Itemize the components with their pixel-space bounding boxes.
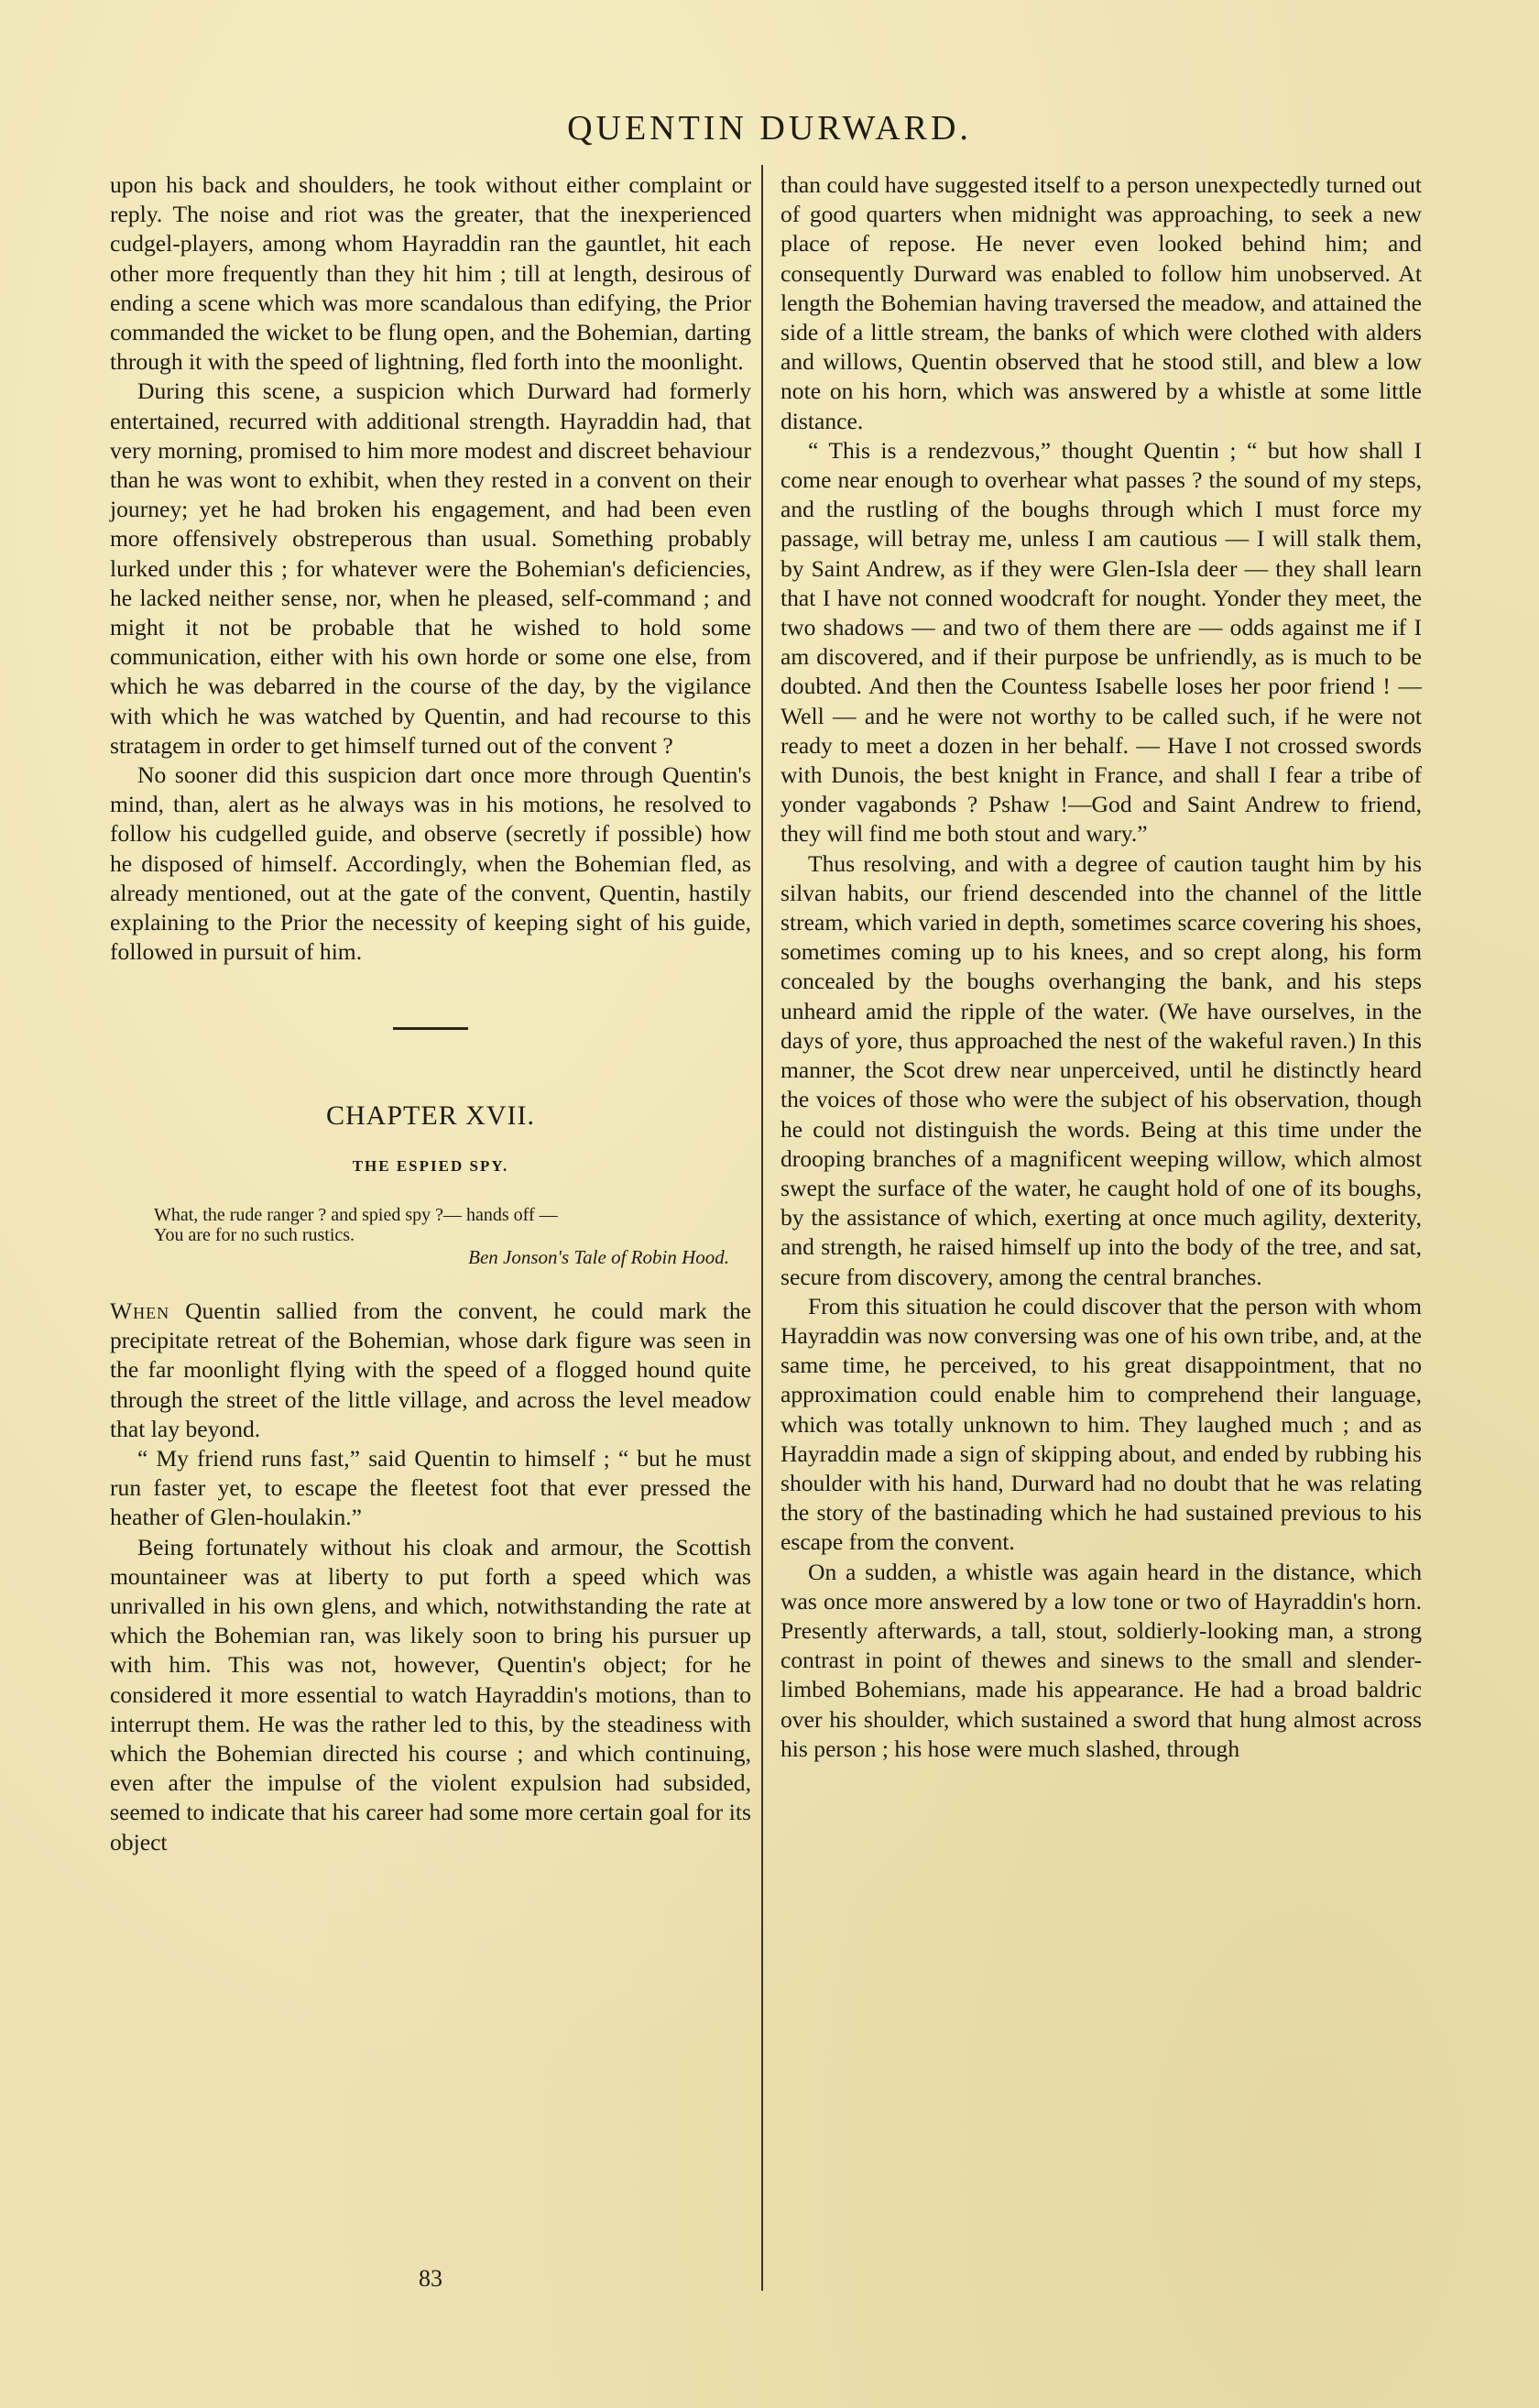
page-number: 83 <box>419 2265 442 2292</box>
opening-word: When <box>110 1297 170 1324</box>
paragraph: Thus resolving, and with a degree of caution taught him by his silvan habits, our friend descended into the channel of the little stream, which varied in depth, sometimes scarce covering his shoes, sometimes coming up to his knees, and so crept along, his form concealed by the boughs overhanging the bank, and his steps unheard amid the ripple of the water. (We have ourselves, in the days of yore, thus approached the nest of the wakeful raven.) In this manner, the Scot drew near unperceived, until he distinctly heard the voices of those who were the subject of his observation, though he could not distinguish the words. Being at this time under the drooping branches of a magnificent weeping willow, which almost swept the surface of the water, he caught hold of one of its boughs, by the assistance of which, exerting at once much agility, dexterity, and strength, he raised himself up into the body of the tree, and sat, secure from discovery, among the central branches. <box>780 849 1422 1290</box>
epigraph-line: You are for no such rustics. <box>154 1224 355 1245</box>
paragraph: On a sudden, a whistle was again heard in the distance, which was once more answered by a low tone or two of Hayraddin's horn. Presently afterwards, a tall, stout, soldierly-looking man, a strong contrast in point of thewes and sinews to the small and slender-limbed Bohemians, made his appearance. He had a broad baldric over his shoulder, which sustained a sword that hung almost across his person ; his hose were much slashed, through <box>780 1558 1422 1762</box>
chapter-subtitle: THE ESPIED SPY. <box>352 1156 509 1175</box>
right-column <box>780 170 1422 1764</box>
left-column <box>110 170 751 1857</box>
paragraph: than could have suggested itself to a person unexpectedly turned out of good quarters when midnight was approaching, to seek a new place of repose. He never even looked behind him; and consequently Durward was enabled to follow him unobserved. At length the Bohemian having traversed the meadow, and attained the side of a little stream, the banks of which were clothed with alders and willows, Quentin observed that he stood still, and blew a low note on his horn, which was answered by a whistle at some little distance. <box>780 171 1422 434</box>
chapter-heading: CHAPTER XVII. <box>326 1100 535 1132</box>
column-rule <box>761 165 763 2291</box>
paragraph: From this situation he could discover that the person with whom Hayraddin was now conversing was one of his own tribe, and, at the same time, he perceived, to his great disappointment, that no approximation could enable him to comprehend their language, which was totally unknown to him. They laughed much ; and as Hayraddin made a sign of skipping about, and ended by rubbing his shoulder with his hand, Durward had no doubt that he was relating the story of the bastinading which he had sustained previous to his escape from the convent. <box>780 1292 1422 1556</box>
running-head: QUENTIN DURWARD. <box>567 109 972 148</box>
paragraph: “ My friend runs fast,” said Quentin to himself ; “ but he must run faster yet, to escape the fleetest foot that ever pressed the heather of Glen-houlakin.” <box>110 1444 751 1531</box>
opening-text: Quentin sallied from the convent, he could mark the precipitate retreat of the Bohemian, whose dark figure was seen in the far moonlight flying with the speed of a flogged hound quite through the street of the little village, and across the level meadow that lay beyond. <box>110 1297 751 1442</box>
paragraph: During this scene, a suspicion which Durward had formerly entertained, recurred with additional strength. Hayraddin had, that very morning, promised to him more modest and discreet behaviour than he was wont to exhibit, when they rested in a convent on their journey; yet he had broken his engagement, and had been even more offensively obstreperous than usual. Something probably lurked under this ; for whatever were the Bohemian's deficiencies, he lacked neither sense, nor, when he pleased, self-command ; and might it not be probable that he wished to hold some communication, either with his own horde or some one else, from which he was debarred in the course of the day, by the vigilance with which he was watched by Quentin, and had recourse to this stratagem in order to get himself turned out of the convent ? <box>110 378 751 759</box>
chapter-opening-paragraph <box>110 1297 751 1444</box>
epigraph-line: What, the rude ranger ? and spied spy ?— hands off — <box>154 1204 558 1225</box>
paragraph: upon his back and shoulders, he took without either complaint or reply. The noise and riot was the greater, that the inexperienced cudgel-players, among whom Hayraddin ran the gauntlet, hit each other more frequently than they hit him ; till at length, desirous of ending a scene which was more scandalous than edifying, the Prior commanded the wicket to be flung open, and the Bohemian, darting through it with the speed of lightning, fled forth into the moonlight. <box>110 171 751 376</box>
epigraph-attribution: Ben Jonson's Tale of Robin Hood. <box>468 1245 729 1268</box>
paragraph: “ This is a rendezvous,” thought Quentin ; “ but how shall I come near enough to overhear what passes ? the sound of my steps, and the rustling of the boughs through which I must force my passage, will betray me, unless I am cautious — I will stalk them, by Saint Andrew, as if they were Glen-Isla deer — they shall learn that I have not conned woodcraft for nought. Yonder they meet, the two shadows — and two of them there are — odds against me if I am discovered, and if their purpose be unfriendly, as is much to be doubted. And then the Countess Isabelle loses her poor friend ! — Well — and he were not worthy to be called such, if he were not ready to meet a dozen in her behalf. — Have I not crossed swords with Dunois, the best knight in France, and shall I fear a tribe of yonder vagabonds ? Pshaw !—God and Saint Andrew to friend, they will find me both stout and wary.” <box>780 436 1422 848</box>
paragraph: Being fortunately without his cloak and armour, the Scottish mountaineer was at liberty to put forth a speed which was unrivalled in his own glens, and which, notwithstanding the rate at which the Bohemian ran, was likely soon to bring his pursuer up with him. This was not, however, Quentin's object; for he considered it more essential to watch Hayraddin's motions, than to interrupt them. He was the rather led to this, by the steadiness with which the Bohemian directed his course ; and which continuing, even after the impulse of the violent expulsion had subsided, seemed to indicate that his career had some more certain goal for its object <box>110 1533 751 1855</box>
paragraph: No sooner did this suspicion dart once more through Quentin's mind, than, alert as he always was in his motions, he resolved to follow his cudgelled guide, and observe (secretly if possible) how he disposed of himself. Accordingly, when the Bohemian fled, as already mentioned, out at the gate of the convent, Quentin, hastily explaining to the Prior the necessity of keeping sight of his guide, followed in pursuit of him. <box>110 761 751 966</box>
chapter-divider <box>393 1027 468 1030</box>
epigraph <box>154 1205 729 1267</box>
